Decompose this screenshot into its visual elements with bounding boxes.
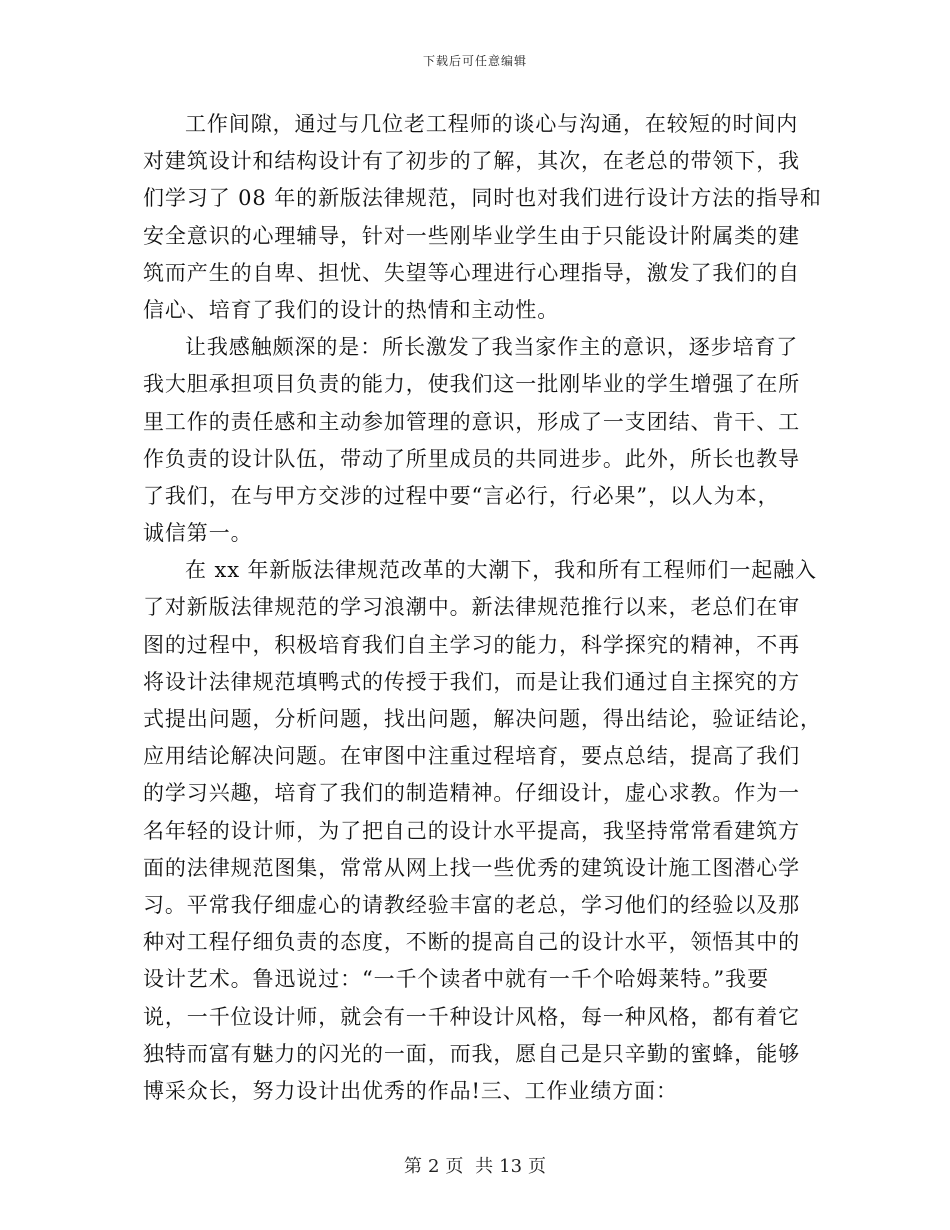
page-label-suffix: 页 <box>528 1156 547 1177</box>
text-line: 在 xx 年新版法律规范改革的大潮下，我和所有工程师们一起融入 <box>185 558 817 583</box>
total-pages: 13 <box>499 1156 523 1177</box>
page-footer <box>0 1152 950 1178</box>
page-label-prefix: 第 <box>403 1156 422 1177</box>
text-line: 工作间隙，通过与几位老工程师的谈心与沟通，在较短的时间内 <box>185 112 799 136</box>
text-line: 里工作的责任感和主动参加管理的意识，形成了一支团结、肯干、工 <box>143 409 800 434</box>
paragraph <box>143 329 808 552</box>
paragraph <box>143 106 822 329</box>
text-line: 我大胆承担项目负责的能力，使我们这一批刚毕业的学生增强了在所 <box>143 372 800 397</box>
text-line: 信心、培育了我们的设计的热情和主动性。 <box>143 297 560 322</box>
text-line: 们学习了 08 年的新版法律规范，同时也对我们进行设计方法的指导和 <box>143 186 822 211</box>
text-line: 种对工程仔细负责的态度，不断的提高自己的设计水平，领悟其中的 <box>143 930 800 955</box>
text-line: 应用结论解决问题。在审图中注重过程培育，要点总结，提高了我们 <box>143 744 800 769</box>
text-line: 了我们，在与甲方交涉的过程中要“言必行，行必果”，以人为本， <box>143 483 780 508</box>
paragraph <box>143 552 822 1110</box>
text-line: 作负责的设计队伍，带动了所里成员的共同进步。此外，所长也教导 <box>143 446 800 471</box>
text-line: 的学习兴趣，培育了我们的制造精神。仔细设计，虚心求教。作为一 <box>143 781 800 806</box>
page-label-middle: 页 共 <box>445 1156 494 1177</box>
text-line: 安全意识的心理辅导，针对一些刚毕业学生由于只能设计附属类的建 <box>143 223 800 248</box>
document-body <box>143 106 822 1110</box>
header-note: 下载后可任意编辑 <box>422 54 527 68</box>
text-line: 习。平常我仔细虚心的请教经验丰富的老总，学习他们的经验以及那 <box>143 892 800 917</box>
text-line: 诚信第一。 <box>143 521 253 546</box>
text-line: 面的法律规范图集，常常从网上找一些优秀的建筑设计施工图潜心学 <box>143 855 800 880</box>
text-line: 让我感触颇深的是：所长激发了我当家作主的意识，逐步培育了 <box>185 335 799 360</box>
text-line: 了对新版法律规范的学习浪潮中。新法律规范推行以来，老总们在审 <box>143 595 800 620</box>
text-line: 图的过程中，积极培育我们自主学习的能力，科学探究的精神，不再 <box>143 632 800 657</box>
text-line: 式提出问题，分析问题，找出问题，解决问题，得出结论，验证结论， <box>143 707 822 731</box>
text-line: 将设计法律规范填鸭式的传授于我们，而是让我们通过自主探究的方 <box>143 669 800 694</box>
text-line: 名年轻的设计师，为了把自己的设计水平提高，我坚持常常看建筑方 <box>143 818 800 843</box>
text-line: 设计艺术。鲁迅说过：“一千个读者中就有一千个哈姆莱特。”我要 <box>143 967 769 992</box>
text-line: 对建筑设计和结构设计有了初步的了解，其次，在老总的带领下，我 <box>143 149 800 174</box>
text-line: 独特而富有魅力的闪光的一面，而我，愿自己是只辛勤的蜜蜂，能够 <box>143 1041 800 1066</box>
text-line: 博采众长，努力设计出优秀的作品!三、工作业绩方面： <box>143 1078 678 1103</box>
text-line: 筑而产生的自卑、担忧、失望等心理进行心理指导，激发了我们的自 <box>143 260 800 285</box>
page-number: 2 <box>427 1156 440 1177</box>
text-line: 说，一千位设计师，就会有一千种设计风格，每一种风格，都有着它 <box>143 1004 800 1029</box>
